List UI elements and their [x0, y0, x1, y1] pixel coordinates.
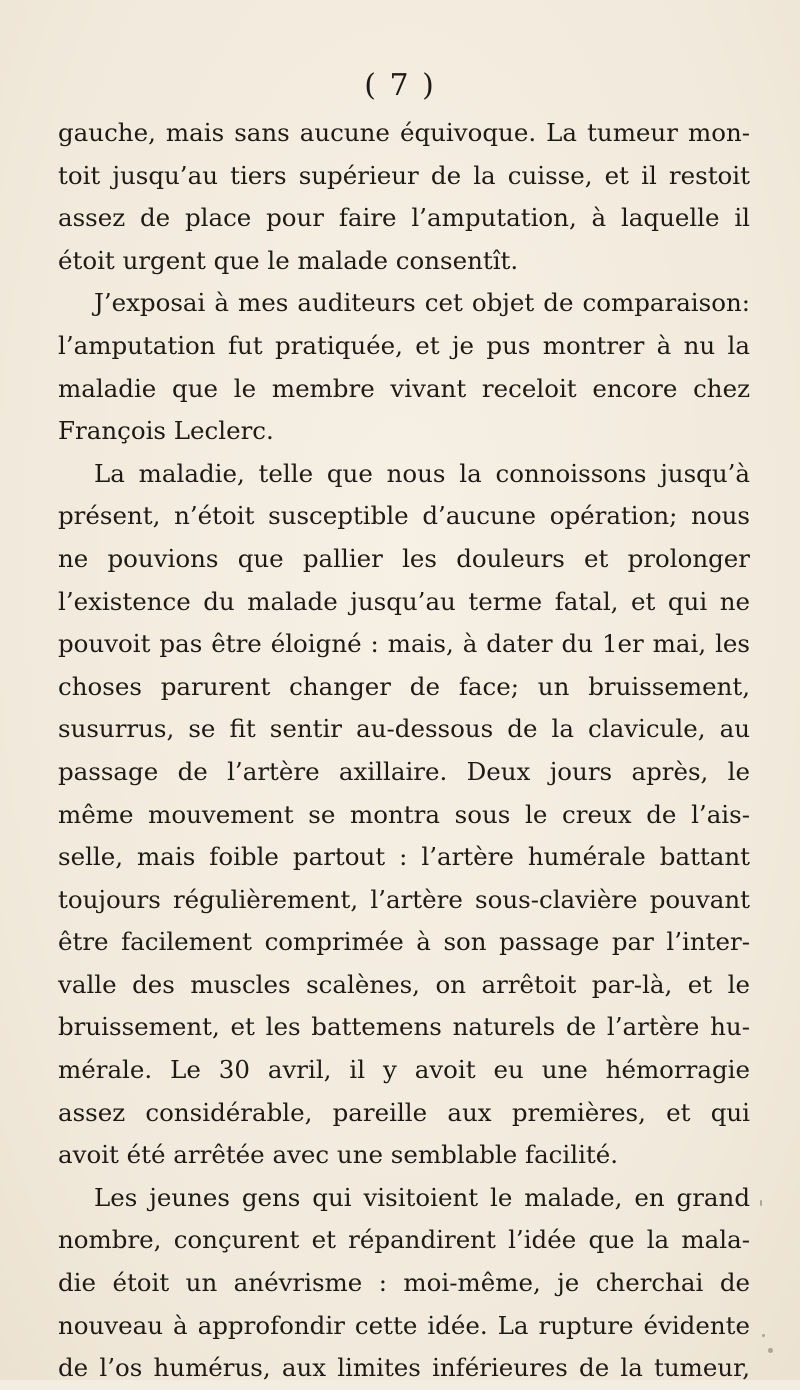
text-line: nombre, conçurent et répandirent l’idée que la mala-	[58, 1225, 750, 1255]
body-text	[58, 112, 750, 1390]
paragraph-start-line: La maladie, telle que nous la connoissons jusqu’à	[94, 458, 750, 488]
text-line: nouveau à approfondir cette idée. La rupture évidente	[58, 1310, 750, 1340]
text-line: assez considérable, pareille aux premières, et qui	[58, 1097, 750, 1127]
text-line: toujours régulièrement, l’artère sous-clavière pouvant	[58, 884, 750, 914]
text-line: François Leclerc.	[58, 416, 274, 446]
text-line: choses parurent changer de face; un bruissement,	[58, 671, 750, 701]
text-line: valle des muscles scalènes, on arrêtoit par-là, et le	[58, 969, 750, 999]
text-line: présent, n’étoit susceptible d’aucune opération; nous	[58, 501, 750, 531]
page-number: ( 7 )	[364, 68, 436, 103]
text-line: gauche, mais sans aucune équivoque. La tumeur mon-	[58, 118, 750, 147]
text-line: passage de l’artère axillaire. Deux jours après, le	[58, 756, 750, 786]
paragraph-start-line: Les jeunes gens qui visitoient le malade, en grand	[94, 1182, 750, 1212]
text-line: mérale. Le 30 avril, il y avoit eu une hémorragie	[58, 1055, 750, 1085]
text-line: pouvoit pas être éloigné : mais, à dater du 1er mai, les	[58, 629, 750, 659]
text-line: die étoit un anévrisme : moi-même, je cherchai de	[58, 1268, 750, 1298]
text-line: maladie que le membre vivant receloit encore chez	[58, 373, 750, 403]
text-line: l’amputation fut pratiquée, et je pus montrer à nu la	[58, 330, 750, 360]
text-line: susurrus, se fit sentir au-dessous de la clavicule, au	[58, 714, 750, 744]
text-line: être facilement comprimée à son passage par l’inter-	[58, 927, 750, 957]
text-line: même mouvement se montra sous le creux de l’ais-	[58, 799, 750, 829]
ink-speck	[762, 1334, 765, 1337]
text-line: l’existence du malade jusqu’au terme fatal, et qui ne	[58, 586, 750, 616]
text-line: de l’os humérus, aux limites inférieures de la tumeur,	[58, 1353, 750, 1383]
text-line: selle, mais foible partout : l’artère humérale battant	[58, 842, 750, 872]
text-line: avoit été arrêtée avec une semblable facilité.	[58, 1140, 619, 1170]
ink-speck	[768, 1348, 773, 1353]
text-line: étoit urgent que le malade consentît.	[58, 245, 519, 275]
text-line: bruissement, et les battemens naturels de l’artère hu-	[58, 1012, 750, 1042]
text-line: assez de place pour faire l’amputation, à laquelle il	[58, 203, 750, 233]
text-line: ne pouvions que pallier les douleurs et prolonger	[58, 543, 750, 573]
text-line: toit jusqu’au tiers supérieur de la cuisse, et il restoit	[58, 160, 750, 190]
ink-speck	[760, 1200, 762, 1206]
paragraph-start-line: J’exposai à mes auditeurs cet objet de comparaison:	[94, 288, 750, 318]
